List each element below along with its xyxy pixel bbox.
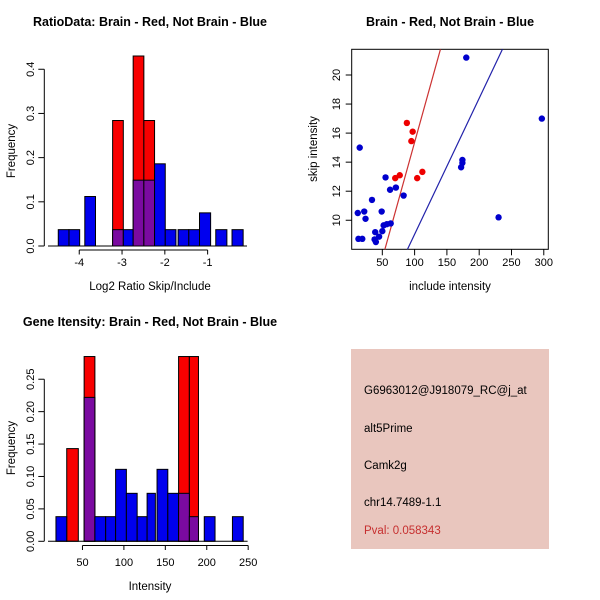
- notbrain-point: [357, 144, 363, 150]
- ratio-hist-ylabel: Frequency: [6, 123, 18, 179]
- x-tick-label: 300: [534, 257, 553, 269]
- ratio-histogram-panel: [0, 0, 300, 300]
- y-tick-label: 16: [331, 126, 343, 140]
- blue-histogram-bar: [123, 230, 133, 246]
- x-tick-label: 100: [114, 557, 134, 569]
- brain-point: [414, 175, 420, 181]
- gene-hist-title: Gene Itensity: Brain - Red, Not Brain - Blue: [22, 315, 278, 329]
- y-tick-label: 18: [331, 97, 343, 111]
- x-tick-label: 250: [239, 557, 258, 569]
- y-tick-label: 0.10: [25, 465, 37, 488]
- ratio-hist-title: RatioData: Brain - Red, Not Brain - Blue: [32, 15, 268, 29]
- brain-point: [409, 128, 415, 134]
- red-histogram-bar: [67, 449, 79, 542]
- gene-info-box: [351, 349, 549, 549]
- y-tick-label: 0.1: [25, 194, 37, 210]
- notbrain-point: [495, 214, 501, 220]
- brain-point: [392, 175, 398, 181]
- y-tick-label: 0.0: [25, 238, 37, 254]
- notbrain-point: [359, 236, 365, 242]
- probe-id-text: G6963012@J918079_RC@j_at: [364, 385, 527, 397]
- x-tick-label: -1: [202, 257, 213, 269]
- brain-point: [404, 120, 410, 126]
- blue-histogram-bar: [168, 493, 179, 541]
- y-tick-label: 0.15: [25, 433, 37, 455]
- ratio-hist-xlabel: Log2 Ratio Skip/Include: [89, 281, 211, 293]
- notbrain-point: [400, 192, 406, 198]
- gene-intensity-histogram-panel: [0, 300, 300, 600]
- y-tick-label: 0.25: [25, 368, 37, 390]
- blue-histogram-bar: [147, 493, 155, 541]
- overlap-histogram-bar: [189, 517, 198, 542]
- x-tick-label: 100: [405, 257, 424, 269]
- notbrain-point: [382, 174, 388, 180]
- blue-histogram-bar: [126, 493, 137, 541]
- notbrain-point: [355, 210, 361, 216]
- overlap-histogram-bar: [179, 493, 190, 541]
- y-tick-label: 20: [331, 68, 343, 82]
- scatter-ylabel: skip intensity: [308, 116, 320, 182]
- notbrain-point: [362, 216, 368, 222]
- blue-histogram-bar: [232, 230, 243, 246]
- blue-histogram-bar: [85, 197, 96, 246]
- notbrain-point: [539, 115, 545, 121]
- x-tick-label: 50: [376, 257, 389, 269]
- x-tick-label: 50: [76, 557, 89, 569]
- plot-box: [352, 49, 549, 249]
- y-tick-label: 0.2: [25, 149, 37, 166]
- gene-info-panel: [300, 300, 600, 600]
- scatter-title: Brain - Red, Not Brain - Blue: [365, 15, 535, 29]
- y-tick-label: 0.4: [25, 61, 37, 77]
- blue-histogram-bar: [232, 517, 243, 542]
- brain-point: [408, 138, 414, 144]
- splice-event-type-text: alt5Prime: [364, 423, 413, 435]
- blue-histogram-bar: [216, 230, 227, 246]
- blue-histogram-bar: [178, 230, 189, 246]
- scatter-xlabel: include intensity: [409, 281, 491, 293]
- y-tick-label: 12: [331, 185, 343, 198]
- notbrain-point: [373, 239, 379, 245]
- pvalue-text: Pval: 0.058343: [364, 525, 441, 537]
- gene-hist-xlabel: Intensity: [128, 581, 172, 593]
- x-tick-label: -3: [117, 257, 127, 269]
- notbrain-point: [379, 228, 385, 234]
- blue-histogram-bar: [157, 469, 168, 541]
- notbrain-point: [378, 208, 384, 214]
- gene-hist-plot-area: [25, 357, 257, 569]
- overlap-histogram-bar: [113, 230, 124, 246]
- blue-histogram-bar: [155, 164, 166, 246]
- x-tick-label: -2: [159, 257, 170, 269]
- blue-histogram-bar: [95, 517, 106, 542]
- scatter-plot-area: [331, 49, 553, 269]
- blue-histogram-bar: [165, 230, 176, 246]
- blue-histogram-bar: [56, 517, 67, 542]
- brain-fit-line: [385, 49, 441, 249]
- blue-histogram-bar: [106, 517, 116, 542]
- y-tick-label: 14: [331, 156, 343, 169]
- gene-symbol-text: Camk2g: [364, 460, 407, 472]
- y-tick-label: 0.00: [25, 530, 37, 553]
- notbrain-point: [463, 54, 469, 60]
- blue-histogram-bar: [189, 230, 200, 246]
- y-tick-label: 10: [331, 214, 343, 227]
- blue-histogram-bar: [58, 230, 69, 246]
- notbrain-fit-line: [408, 49, 503, 249]
- notbrain-point: [393, 184, 399, 190]
- blue-histogram-bar: [204, 517, 215, 542]
- x-tick-label: 150: [156, 557, 175, 569]
- blue-histogram-bar: [116, 469, 127, 541]
- red-histogram-bar: [113, 121, 124, 246]
- gene-hist-ylabel: Frequency: [6, 420, 18, 476]
- y-tick-label: 0.05: [25, 498, 37, 520]
- x-tick-label: 150: [437, 257, 457, 269]
- notbrain-point: [388, 220, 394, 226]
- x-tick-label: 200: [470, 257, 489, 269]
- x-tick-label: 200: [197, 557, 216, 569]
- ratio-hist-plot-area: [25, 56, 247, 269]
- notbrain-point: [458, 164, 464, 170]
- y-tick-label: 0.3: [25, 105, 37, 122]
- x-tick-label: -4: [74, 257, 85, 269]
- x-tick-label: 250: [502, 257, 521, 269]
- notbrain-point: [361, 208, 367, 214]
- notbrain-point: [369, 197, 375, 203]
- scatter-plot-panel: [300, 0, 600, 300]
- blue-histogram-bar: [199, 213, 210, 246]
- overlap-histogram-bar: [84, 397, 95, 541]
- blue-histogram-bar: [137, 517, 147, 542]
- brain-point: [419, 169, 425, 175]
- y-tick-label: 0.20: [25, 400, 37, 423]
- notbrain-point: [387, 187, 393, 193]
- overlap-histogram-bar: [144, 180, 155, 246]
- chromosome-location-text: chr14.7489-1.1: [364, 497, 442, 509]
- blue-histogram-bar: [69, 230, 80, 246]
- red-histogram-bar: [189, 357, 198, 542]
- overlap-histogram-bar: [133, 180, 144, 246]
